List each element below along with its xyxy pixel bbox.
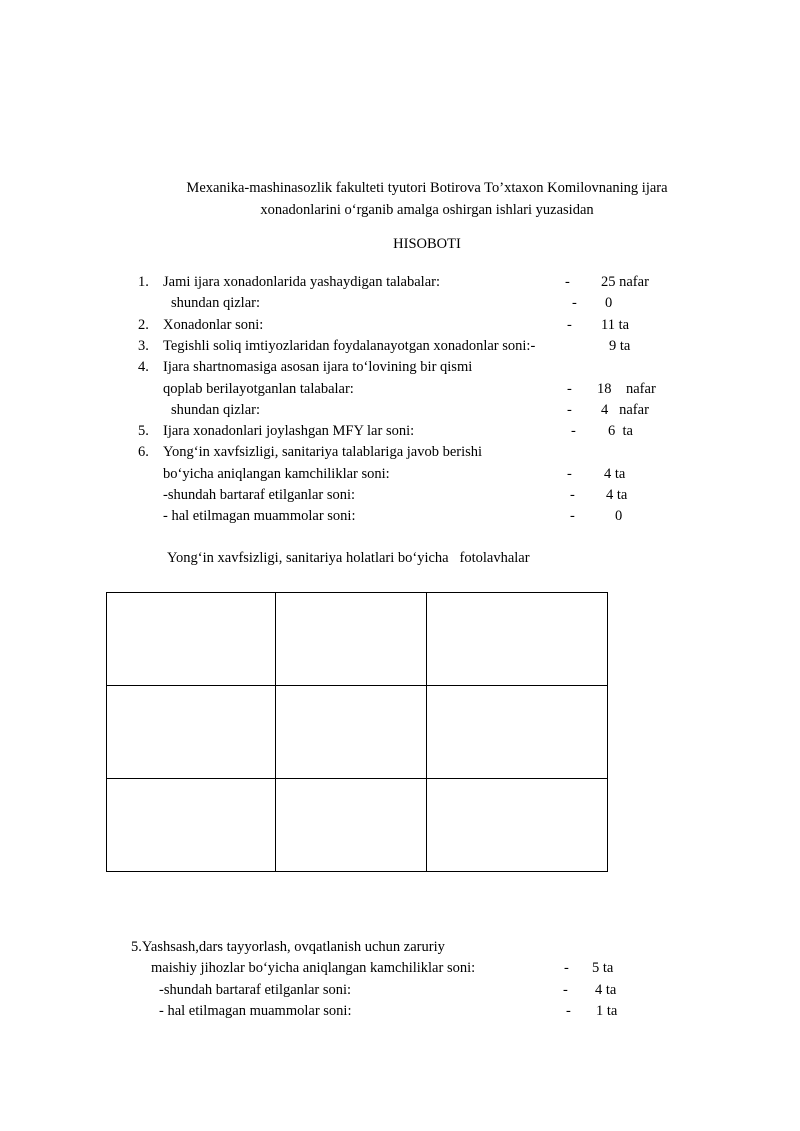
section-5-text: maishiy jihozlar bo‘yicha aniqlangan kamchiliklar soni: — [151, 960, 476, 976]
list-number: 3. — [138, 338, 149, 354]
list-item-dash: - — [572, 295, 577, 311]
list-number: 5. — [138, 423, 149, 439]
photo-cell — [427, 686, 608, 779]
list-item-text: shundan qizlar: — [171, 295, 260, 311]
photo-cell — [427, 779, 608, 872]
list-number: 2. — [138, 317, 149, 333]
list-item-dash: - — [565, 274, 570, 290]
list-item-value: 0 — [605, 295, 613, 311]
section-5-text: - hal etilmagan muammolar soni: — [159, 1003, 352, 1019]
list-number: 1. — [138, 274, 149, 290]
title-line-1: Mexanika-mashinasozlik fakulteti tyutori Botirova To’xtaxon Komilovnaning ijara — [186, 180, 668, 196]
list-item-text: Ijara shartnomasiga asosan ijara to‘lovining bir qismi — [163, 359, 473, 375]
list-item-dash: - — [570, 487, 575, 503]
list-item-text: bo‘yicha aniqlangan kamchiliklar soni: — [163, 466, 390, 482]
list-item-text: Jami ijara xonadonlarida yashaydigan talabalar: — [163, 274, 441, 290]
list-item-value: 0 — [615, 508, 623, 524]
title-line-2: xonadonlarini o‘rganib amalga oshirgan ishlari yuzasidan — [260, 202, 594, 218]
photo-cell — [427, 593, 608, 686]
list-item-value: 9 ta — [609, 338, 631, 354]
list-item-dash: - — [567, 317, 572, 333]
section-5-value: 1 ta — [596, 1003, 618, 1019]
section-5-heading: 5.Yashsash,dars tayyorlash, ovqatlanish uchun zaruriy — [131, 939, 445, 955]
list-item-value: 6 ta — [608, 423, 633, 439]
list-item-text: Yong‘in xavfsizligi, sanitariya talablariga javob berishi — [163, 444, 483, 460]
list-item-text: shundan qizlar: — [171, 402, 260, 418]
list-item-dash: - — [571, 423, 576, 439]
list-item-dash: - — [567, 381, 572, 397]
section-5-value: 5 ta — [592, 960, 614, 976]
photo-cell — [107, 686, 276, 779]
section-5-dash: - — [563, 982, 568, 998]
list-number: 4. — [138, 359, 149, 375]
list-item-text: Tegishli soliq imtiyozlaridan foydalanayotgan xonadonlar soni:- — [163, 338, 536, 354]
section-5-dash: - — [566, 1003, 571, 1019]
list-item-dash: - — [570, 508, 575, 524]
list-item-text: qoplab berilayotganlan talabalar: — [163, 381, 354, 397]
list-item-text: Ijara xonadonlari joylashgan MFY lar soni: — [163, 423, 415, 439]
section-5-text: -shundah bartaraf etilganlar soni: — [159, 982, 352, 998]
list-item-value: 25 nafar — [601, 274, 649, 290]
list-item-value: 4 ta — [604, 466, 626, 482]
list-item-dash: - — [567, 466, 572, 482]
list-item-value: 11 ta — [601, 317, 630, 333]
photo-cell — [275, 686, 427, 779]
list-item-value: 4 ta — [606, 487, 628, 503]
list-item-text: -shundah bartaraf etilganlar soni: — [163, 487, 356, 503]
report-heading: HISOBOTI — [393, 236, 461, 252]
list-item-text: - hal etilmagan muammolar soni: — [163, 508, 356, 524]
list-item-dash: - — [567, 402, 572, 418]
list-item-value: 4 nafar — [601, 402, 649, 418]
list-item-value: 18 nafar — [597, 381, 656, 397]
photo-cell — [107, 779, 276, 872]
list-item-text: Xonadonlar soni: — [163, 317, 264, 333]
photo-caption: Yong‘in xavfsizligi, sanitariya holatlari bo‘yicha fotolavhalar — [167, 550, 530, 566]
photo-cell — [107, 593, 276, 686]
section-5-value: 4 ta — [595, 982, 617, 998]
list-number: 6. — [138, 444, 149, 460]
photo-grid — [106, 592, 608, 872]
photo-cell — [275, 593, 427, 686]
photo-cell — [275, 779, 427, 872]
section-5-dash: - — [564, 960, 569, 976]
